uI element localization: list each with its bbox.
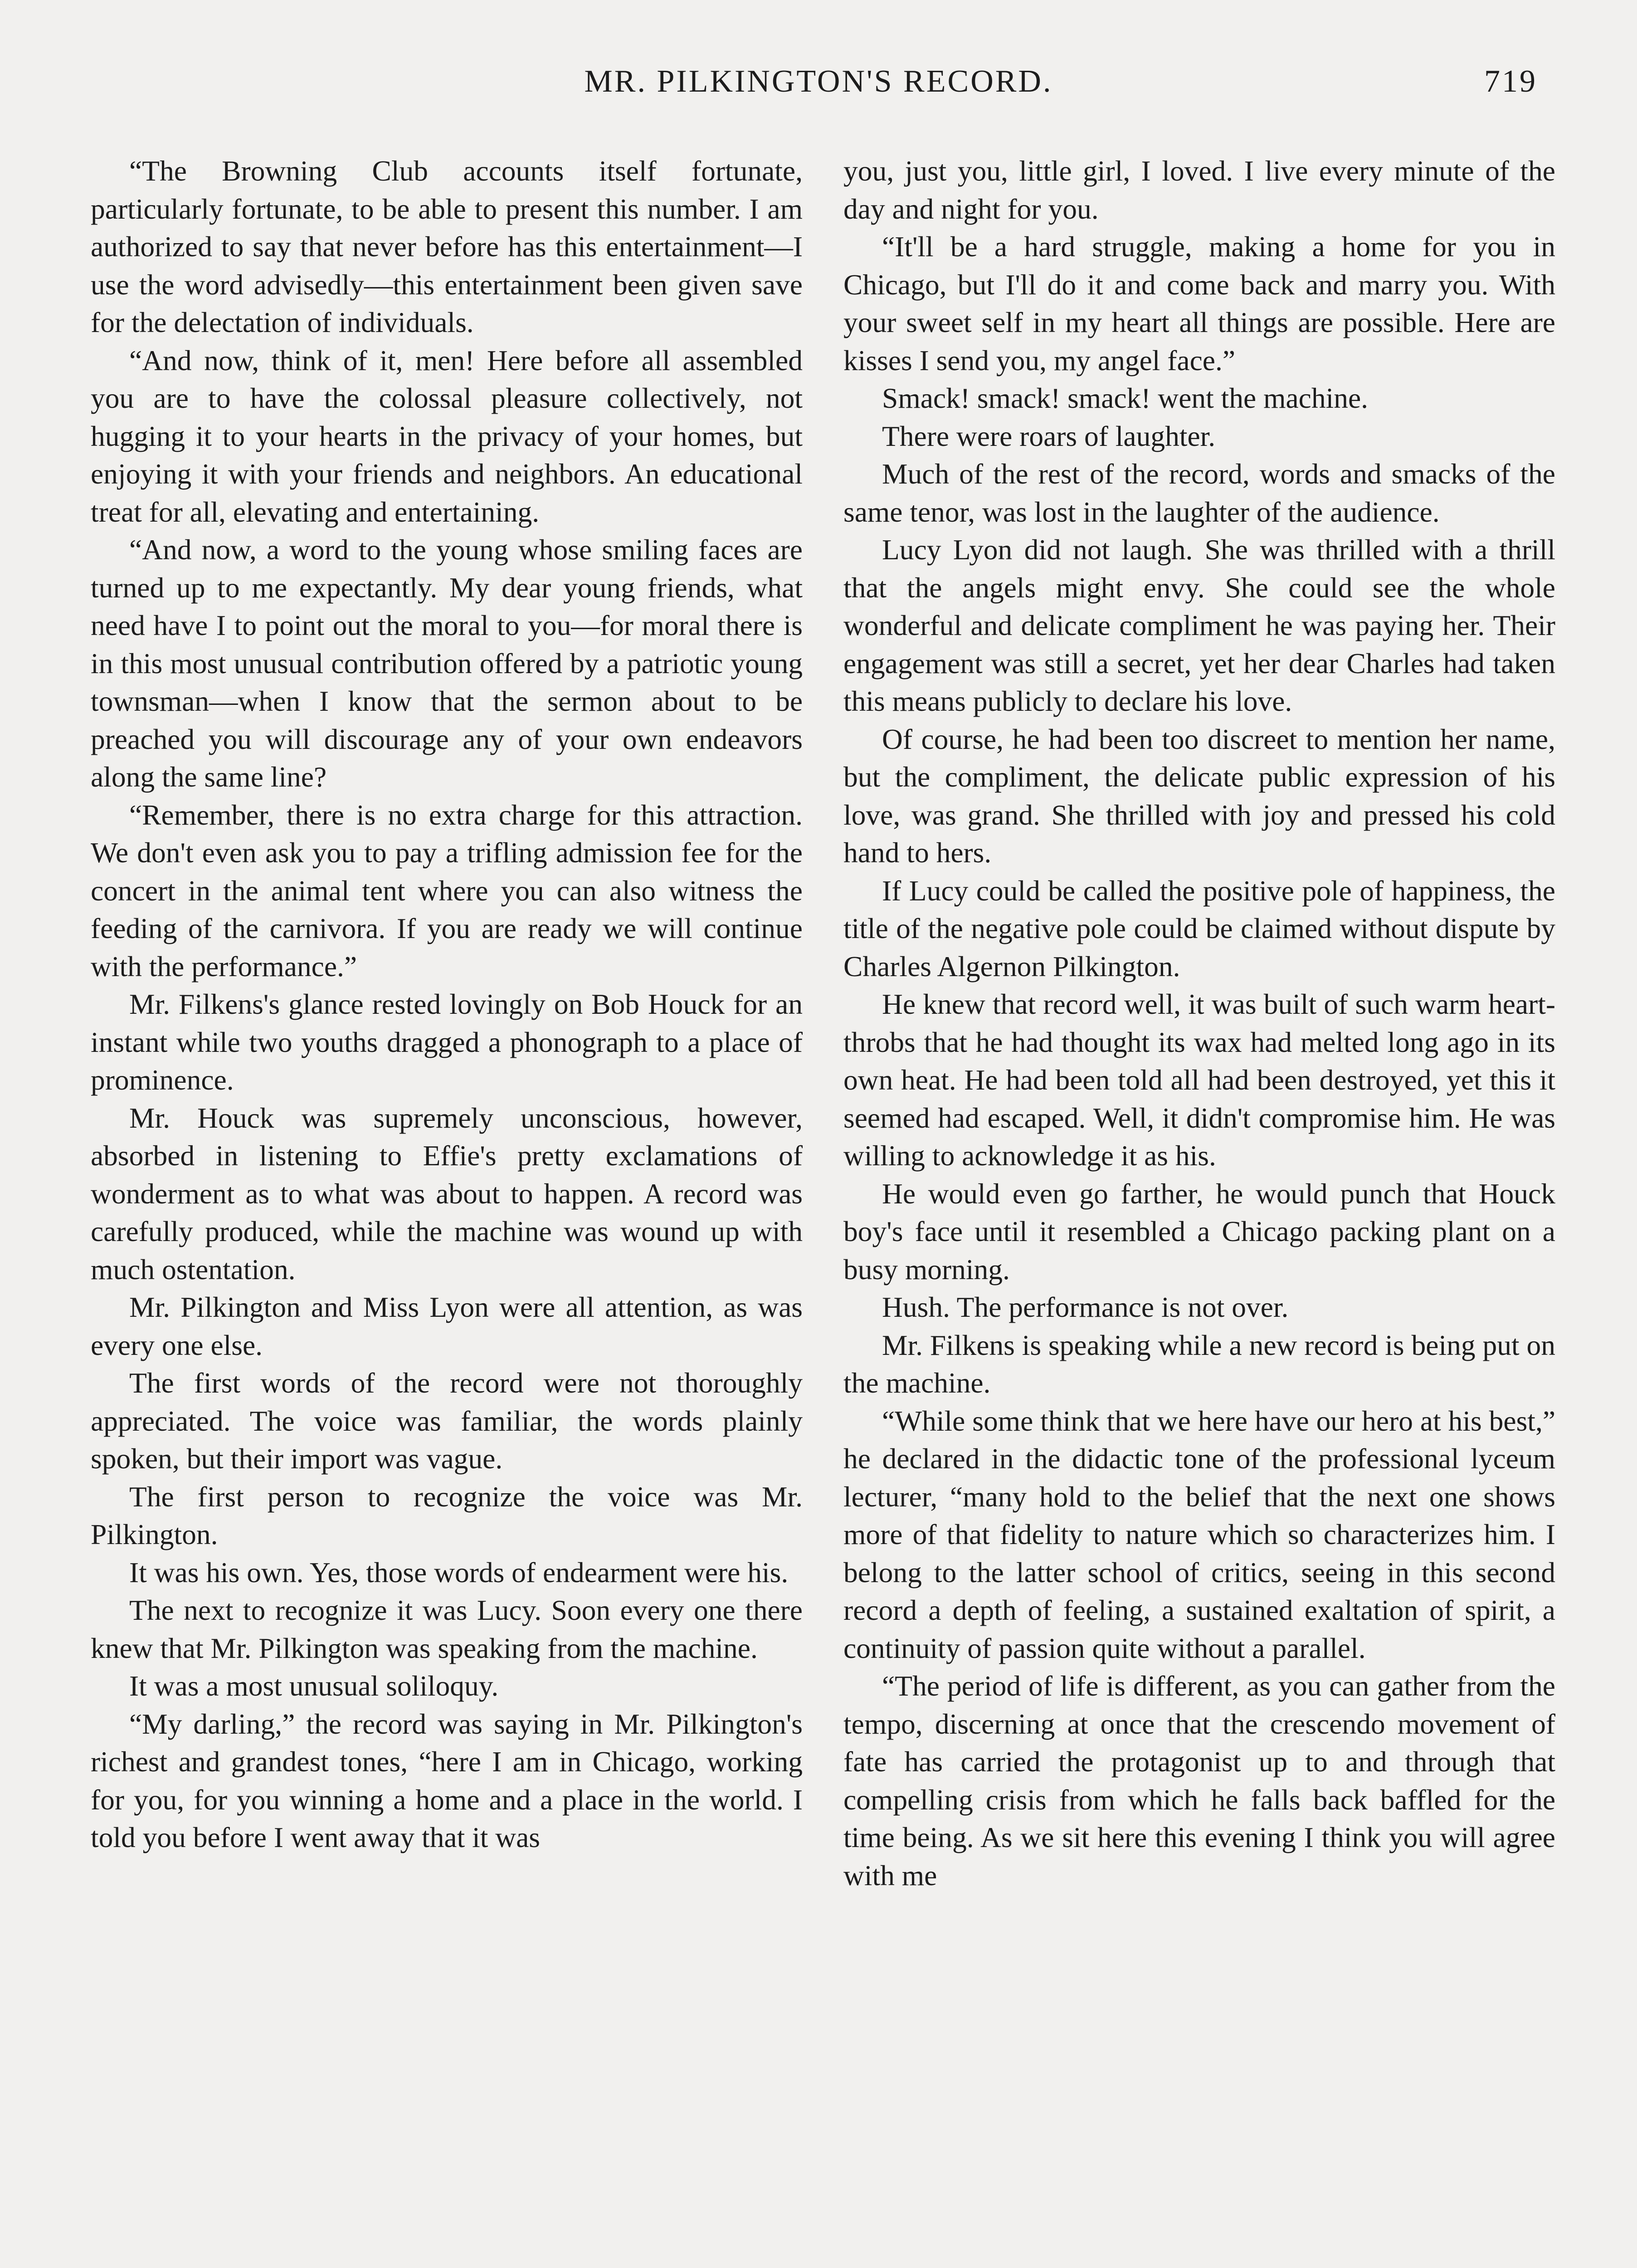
paragraph: It was his own. Yes, those words of endearment were his.	[129, 1556, 789, 1589]
running-title: MR. PILKINGTON'S RECORD.	[584, 64, 1053, 99]
paragraph: “The period of life is different, as you can gather from the tempo, discerning at once that the crescendo movement of fate has carried the protagonist up to and through that compelling crisis from which he falls back baffled for the time being. As we sit here this evening I think you will agree with me	[843, 1670, 1555, 1892]
paragraph: The first words of the record were not thoroughly appreciated. The voice was familiar, the words plainly spoken, but their import was vague.	[91, 1367, 803, 1475]
paragraph: Of course, he had been too discreet to mention her name, but the compliment, the delicate public expression of his love, was grand. She thrilled with joy and pressed his cold hand to hers.	[843, 723, 1555, 869]
paragraph: Smack! smack! smack! went the machine.	[882, 382, 1369, 414]
paragraph: The first person to recognize the voice was Mr. Pilkington.	[91, 1480, 803, 1550]
paragraph: It was a most unusual soliloquy.	[129, 1670, 499, 1702]
paragraph: “My darling,” the record was saying in Mr. Pilkington's richest and grandest tones, “here I am in Chicago, working for you, for you winning a home and a place in the world. I told you before I went away that it was	[91, 1707, 803, 1853]
paragraph: “Remember, there is no extra charge for this attraction. We don't even ask you to pay a trifling admission fee for the concert in the animal tent where you can also witness the feeding of the carnivora. If you are ready we will continue with the performance.”	[91, 798, 803, 982]
paragraph: If Lucy could be called the positive pole of happiness, the title of the negative pole could be claimed without dispute by Charles Algernon Pilkington.	[843, 874, 1555, 982]
paragraph: “And now, think of it, men! Here before all assembled you are to have the colossal pleasure collectively, not hugging it to your hearts in the privacy of your homes, but enjoying it with your friends and neighbors. An educational treat for all, elevating and entertaining.	[91, 344, 803, 528]
paragraph-continued: you, just you, little girl, I loved. I live every minute of the day and night for you.	[843, 155, 1555, 225]
paragraph: The next to recognize it was Lucy. Soon every one there knew that Mr. Pilkington was speaking from the machine.	[91, 1594, 803, 1664]
paragraph: Hush. The performance is not over.	[882, 1291, 1289, 1323]
paragraph: Mr. Houck was supremely unconscious, however, absorbed in listening to Effie's pretty exclamations of wonderment as to what was about to happen. A record was carefully produced, while the machine was wound up with much ostentation.	[91, 1101, 803, 1286]
paragraph: Mr. Filkens's glance rested lovingly on Bob Houck for an instant while two youths dragged a phonograph to a place of prominence.	[91, 988, 803, 1096]
right-column	[843, 152, 1555, 1894]
paragraph: He knew that record well, it was built of such warm heart-throbs that he had thought its wax had melted long ago in its own heat. He had been told all had been destroyed, yet this it seemed had escaped. Well, it didn't compromise him. He was willing to acknowledge it as his.	[843, 988, 1555, 1172]
page-header	[91, 64, 1546, 113]
paragraph: “The Browning Club accounts itself fortunate, particularly fortunate, to be able to present this number. I am authorized to say that never before has this entertainment—I use the word advisedly—this entertainment been given save for the delectation of individuals.	[91, 155, 803, 338]
page-number: 719	[1484, 64, 1537, 99]
paragraph: Lucy Lyon did not laugh. She was thrilled with a thrill that the angels might envy. She could see the whole wonderful and delicate compliment he was paying her. Their engagement was still a secret, yet her dear Charles had taken this means publicly to declare his love.	[843, 533, 1555, 717]
paragraph: Mr. Pilkington and Miss Lyon were all attention, as was every one else.	[91, 1291, 803, 1361]
left-column	[91, 152, 803, 1857]
paragraph: He would even go farther, he would punch that Houck boy's face until it resembled a Chicago packing plant on a busy morning.	[843, 1177, 1555, 1286]
paragraph: Much of the rest of the record, words and smacks of the same tenor, was lost in the laughter of the audience.	[843, 458, 1555, 528]
paragraph: Mr. Filkens is speaking while a new record is being put on the machine.	[843, 1329, 1555, 1399]
paragraph: There were roars of laughter.	[882, 420, 1216, 452]
paragraph: “It'll be a hard struggle, making a home for you in Chicago, but I'll do it and come back and marry you. With your sweet self in my heart all things are possible. Here are kisses I send you, my angel face.”	[843, 230, 1555, 376]
paragraph: “While some think that we here have our hero at his best,” he declared in the didactic tone of the professional lyceum lecturer, “many hold to the belief that the next one shows more of that fidelity to nature which so characterizes him. I belong to the latter school of critics, seeing in this second record a depth of feeling, a sustained exaltation of spirit, a continuity of passion quite without a parallel.	[843, 1404, 1555, 1664]
paragraph: “And now, a word to the young whose smiling faces are turned up to me expectantly. My dear young friends, what need have I to point out the moral to you—for moral there is in this most unusual contribution offered by a patriotic young townsman—when I know that the sermon about to be preached you will discourage any of your own endeavors along the same line?	[91, 533, 803, 793]
